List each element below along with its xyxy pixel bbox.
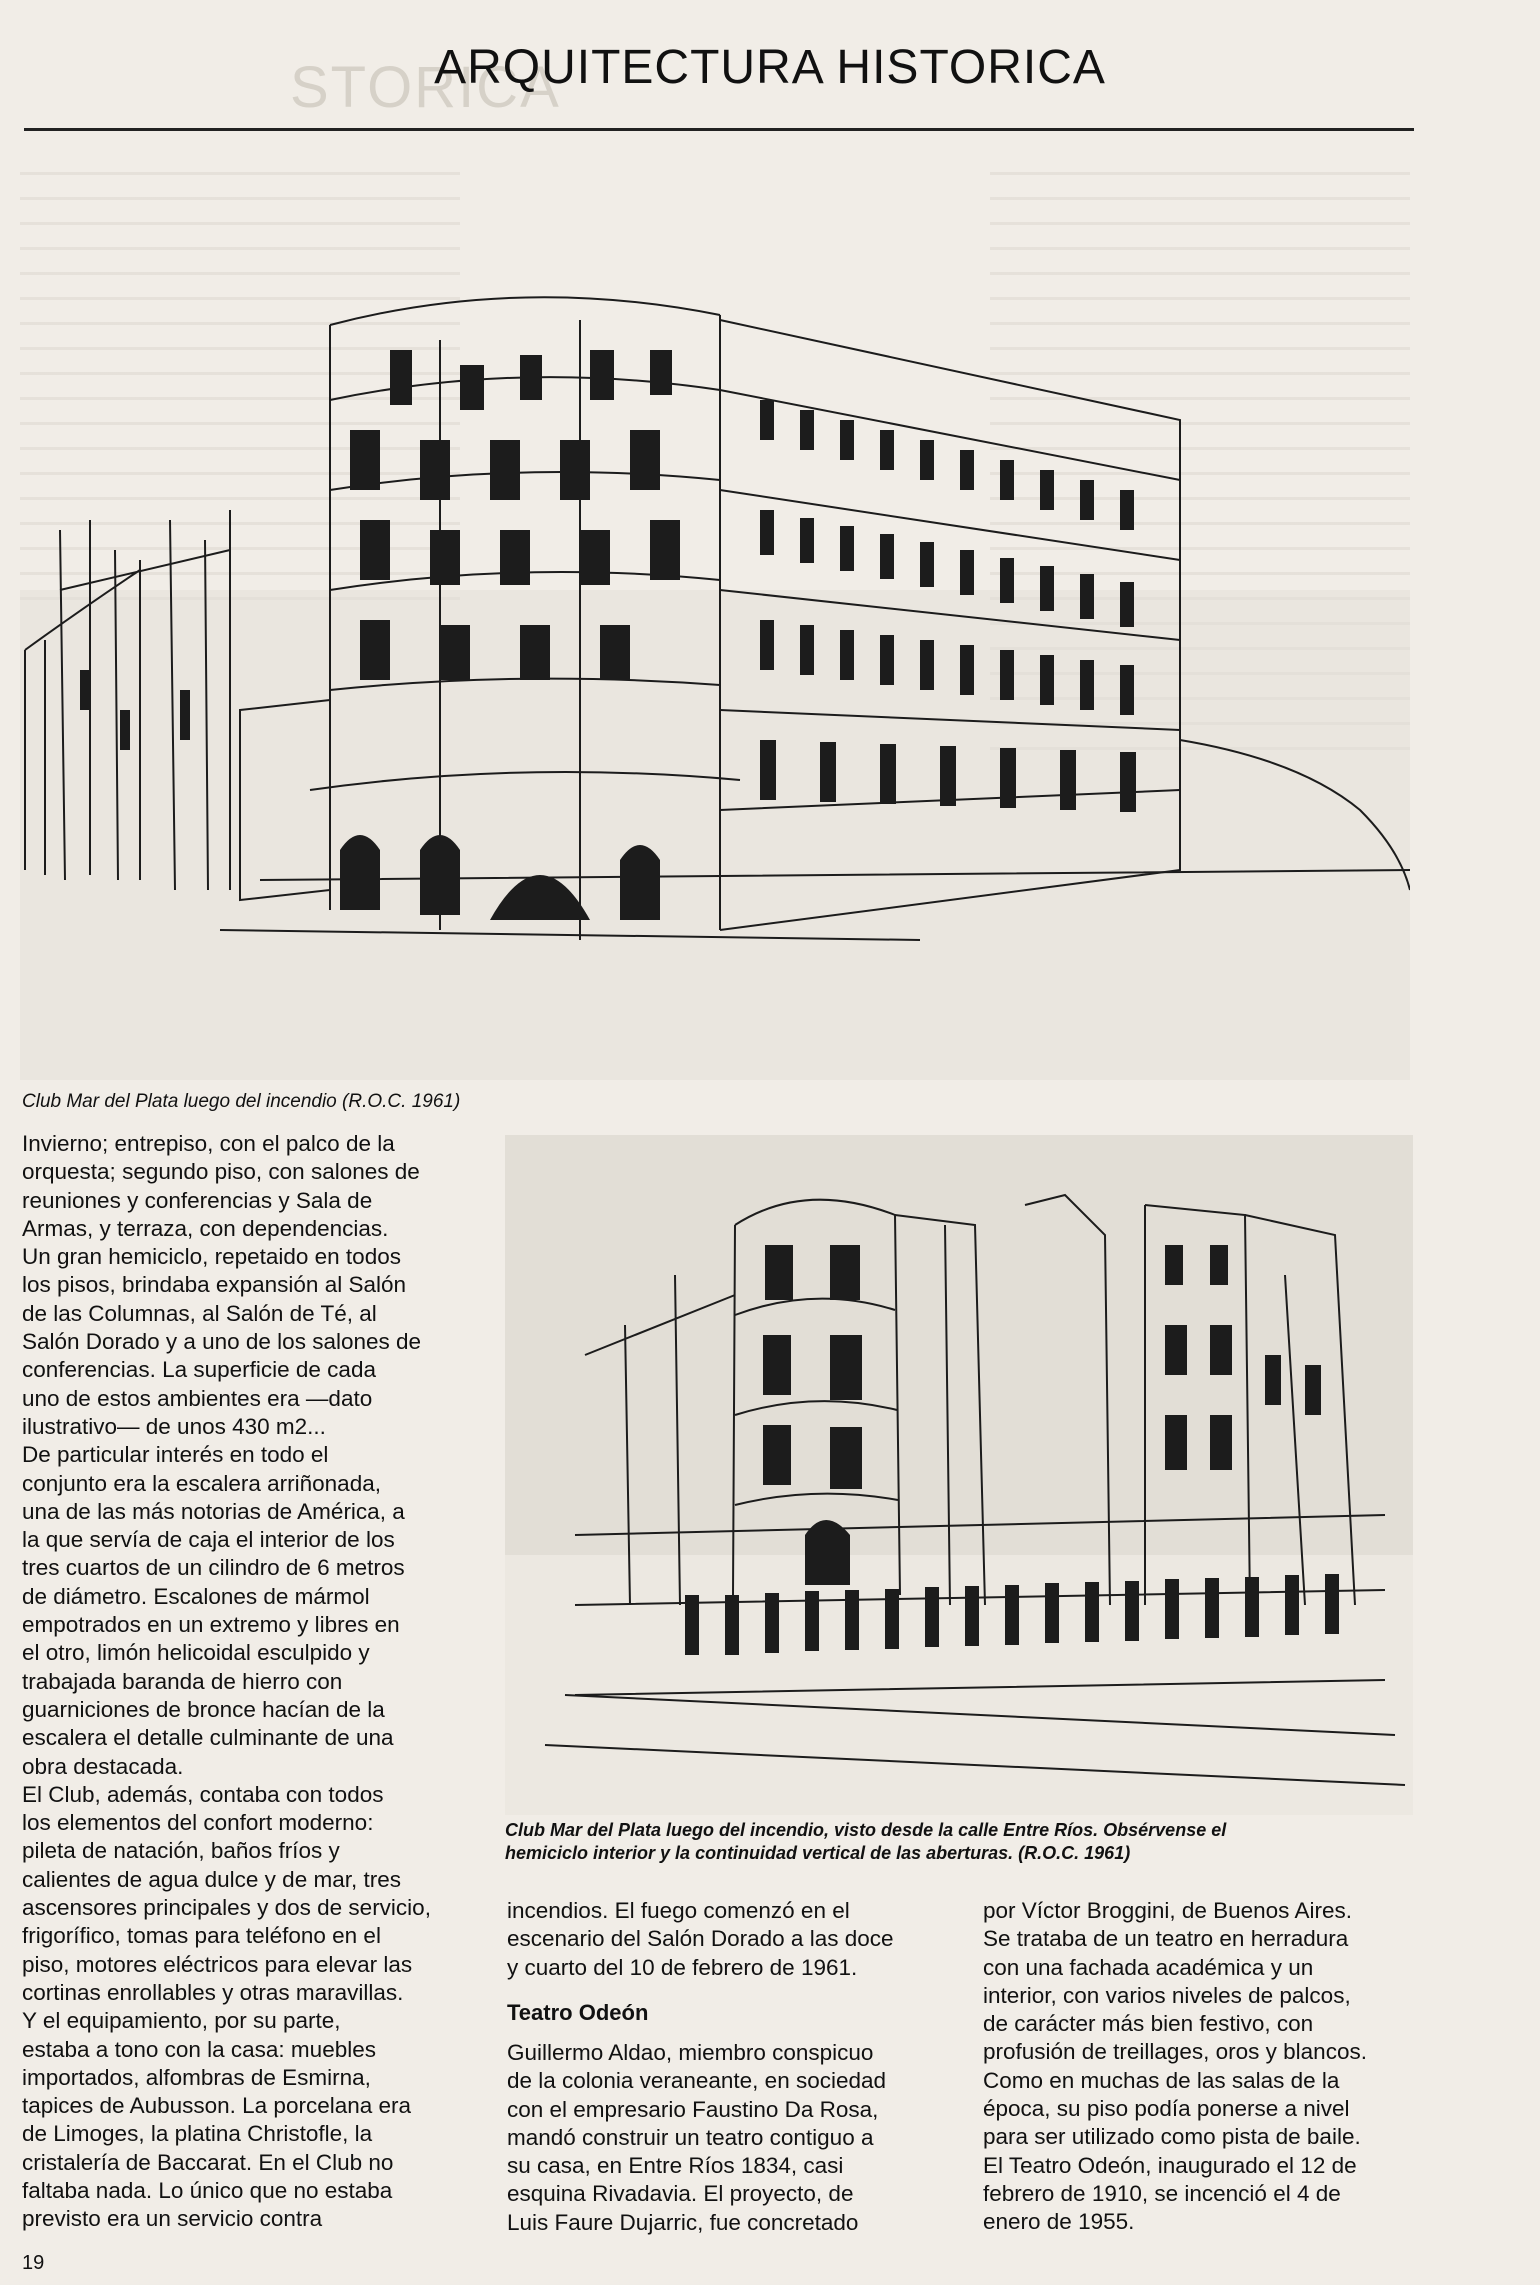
article-column-2-body: Guillermo Aldao, miembro conspicuo de la colonia veraneante, en sociedad con el empresario Faustino Da Rosa, mandó construir un teatro contiguo a su casa, en Entre Ríos 1834, casi esquina Rivadavia. El proyecto, de Luis Faure Dujarric, fue concretado — [507, 2040, 887, 2235]
header-rule — [24, 128, 1414, 131]
article-column-1: Invierno; entrepiso, con el palco de la orquesta; segundo piso, con salones de reuniones y conferencias y Sala de Armas, y terraza, con dependencias. Un gran hemiciclo, repetaido en todos los pisos, brindaba expansión al Salón de las Columnas, al Salón de Té, al Salón Dorado y a uno de los salones de conferencias. La superficie de cada uno de estos ambientes era —dato ilustrativo— de unos 430 m2... De particular interés en todo el conjunto era la escalera arriñonada, una de las más notorias de América, a la que servía de caja el interior de los tres cuartos de un cilindro de 6 metros de diámetro. Escalones de mármol empotrados en un extremo y libres en el otro, limón helicoidal esculpido y trabajada baranda de hierro con guarniciones de bronce hacían de la escalera el detalle culminante de una obra destacada. El Club, además, contaba con todos los elementos del confort moderno: pileta de natación, baños fríos y calientes de agua dulce y de mar, tres ascensores principales y dos de servicio, frigorífico, tomas para teléfono en el piso, motores eléctricos para elevar las cortinas enrollables y otras maravillas. Y el equipamiento, por su parte, estaba a tono con la casa: muebles importados, alfombras de Esmirna, tapices de Aubusson. La porcelana era de Limoges, la platina Christofle, la cristalería de Baccarat. En el Club no faltaba nada. Lo único que no estaba previsto era un servicio contra — [22, 1131, 431, 2232]
figure-club-entre-rios-view — [505, 1135, 1413, 1815]
article-column-3: por Víctor Broggini, de Buenos Aires. Se trataba de un teatro en herradura con una fachada académica y un interior, con varios niveles de palcos, de carácter más bien festivo, con profusión de treillages, oros y blancos. Como en muchas de las salas de la época, su piso podía ponerse a nivel para ser utilizado como pista de baile. El Teatro Odeón, inaugurado el 12 de febrero de 1910, se incenció el 4 de enero de 1955. — [983, 1898, 1367, 2235]
subheading-teatro-odeon: Teatro Odeón — [507, 2000, 649, 2025]
show-through-title: STORICA — [290, 55, 561, 120]
figure1-caption: Club Mar del Plata luego del incendio (R.O.C. 1961) — [22, 1091, 461, 1112]
figure2-caption-line-2: hemiciclo interior y la continuidad vertical de las aberturas. (R.O.C. 1961) — [505, 1843, 1131, 1863]
figure-club-after-fire — [20, 290, 1410, 1080]
section-title: ARQUITECTURA HISTORICA — [434, 41, 1106, 94]
ruined-building-sketch-illustration — [505, 1135, 1413, 1815]
page-number: 19 — [22, 2252, 45, 2274]
building-sketch-illustration — [20, 290, 1410, 1080]
article-column-2-intro: incendios. El fuego comenzó en el escenario del Salón Dorado a las doce y cuarto del 10 de febrero de 1961. — [507, 1898, 894, 1980]
figure2-caption-line-1: Club Mar del Plata luego del incendio, visto desde la calle Entre Ríos. Obsérvense el — [505, 1820, 1227, 1840]
